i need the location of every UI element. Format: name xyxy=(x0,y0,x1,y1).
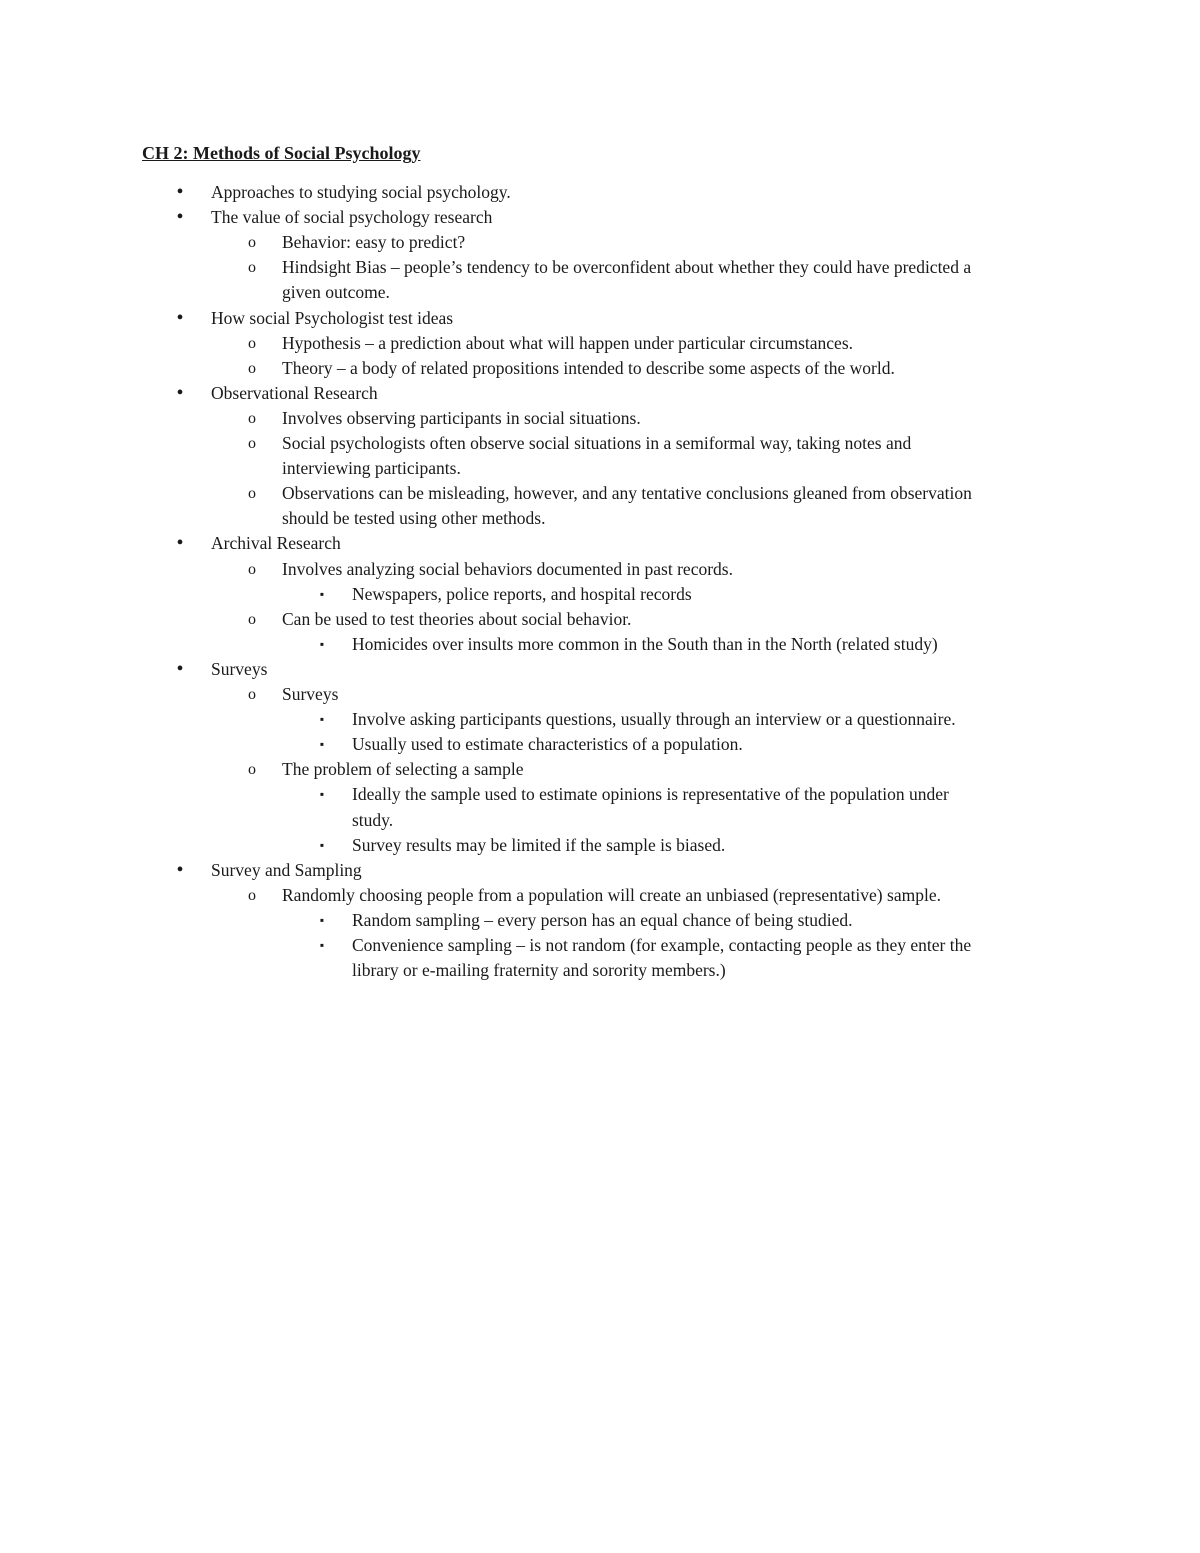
list-item-text: Surveys xyxy=(282,684,339,704)
list-bullet-icon: • xyxy=(176,206,184,228)
list-item-text: Survey and Sampling xyxy=(211,860,362,880)
list-bullet-icon: ▪ xyxy=(319,787,325,801)
list-item-text: Approaches to studying social psychology. xyxy=(211,182,511,202)
list-item-text: Involves analyzing social behaviors documented in past records. xyxy=(282,559,733,579)
list-bullet-icon: o xyxy=(248,410,256,427)
list-bullet-icon: • xyxy=(176,382,184,404)
list-item-text: should be tested using other methods. xyxy=(282,508,546,528)
list-item-text: The problem of selecting a sample xyxy=(282,759,524,779)
list-item-text: given outcome. xyxy=(282,282,390,302)
list-item-text: Involves observing participants in social situations. xyxy=(282,408,641,428)
list-item-text: Archival Research xyxy=(211,533,341,553)
list-bullet-icon: ▪ xyxy=(319,587,325,601)
list-bullet-icon: ▪ xyxy=(319,938,325,952)
list-bullet-icon: • xyxy=(176,532,184,554)
list-bullet-icon: o xyxy=(248,561,256,578)
list-item-text: Observations can be misleading, however, and any tentative conclusions gleaned from observation xyxy=(282,483,972,503)
list-bullet-icon: • xyxy=(176,307,184,329)
list-item-text: Social psychologists often observe social situations in a semiformal way, taking notes and xyxy=(282,433,912,453)
list-item-text: Hindsight Bias – people’s tendency to be overconfident about whether they could have predicted a xyxy=(282,257,972,277)
list-bullet-icon: o xyxy=(248,360,256,377)
list-bullet-icon: o xyxy=(248,335,256,352)
list-bullet-icon: o xyxy=(248,761,256,778)
list-item-text: study. xyxy=(352,810,394,830)
list-bullet-icon: • xyxy=(176,859,184,881)
list-item-text: Surveys xyxy=(211,659,268,679)
list-bullet-icon: o xyxy=(248,686,256,703)
list-bullet-icon: • xyxy=(176,658,184,680)
list-item-text: The value of social psychology research xyxy=(211,207,493,227)
list-bullet-icon: o xyxy=(248,485,256,502)
list-item-text: Usually used to estimate characteristics of a population. xyxy=(352,734,743,754)
list-item-text: Homicides over insults more common in the South than in the North (related study) xyxy=(352,634,938,654)
list-item-text: Newspapers, police reports, and hospital records xyxy=(352,584,692,604)
list-item-text: interviewing participants. xyxy=(282,458,461,478)
list-item-text: Ideally the sample used to estimate opinions is representative of the population under xyxy=(352,784,949,804)
list-item-text: Hypothesis – a prediction about what will happen under particular circumstances. xyxy=(282,333,854,353)
list-bullet-icon: ▪ xyxy=(319,712,325,726)
list-item-text: Survey results may be limited if the sample is biased. xyxy=(352,835,726,855)
list-item-text: How social Psychologist test ideas xyxy=(211,308,454,328)
document-title: CH 2: Methods of Social Psychology xyxy=(142,143,421,163)
list-bullet-icon: ▪ xyxy=(319,913,325,927)
list-item-text: Behavior: easy to predict? xyxy=(282,232,466,252)
list-item-text: Convenience sampling – is not random (for example, contacting people as they enter the xyxy=(352,935,972,955)
list-bullet-icon: o xyxy=(248,611,256,628)
list-bullet-icon: ▪ xyxy=(319,737,325,751)
list-bullet-icon: o xyxy=(248,259,256,276)
list-item-text: Can be used to test theories about social behavior. xyxy=(282,609,632,629)
list-bullet-icon: ▪ xyxy=(319,838,325,852)
list-item-text: Theory – a body of related propositions intended to describe some aspects of the world. xyxy=(282,358,895,378)
list-item-text: Randomly choosing people from a population will create an unbiased (representative) sample. xyxy=(282,885,941,905)
list-bullet-icon: o xyxy=(248,435,256,452)
list-bullet-icon: o xyxy=(248,887,256,904)
list-item-text: Observational Research xyxy=(211,383,378,403)
list-bullet-icon: ▪ xyxy=(319,637,325,651)
list-item-text: Involve asking participants questions, usually through an interview or a questionnaire. xyxy=(352,709,956,729)
list-item-text: library or e-mailing fraternity and sorority members.) xyxy=(352,960,726,980)
list-item-text: Random sampling – every person has an equal chance of being studied. xyxy=(352,910,853,930)
list-bullet-icon: o xyxy=(248,234,256,251)
list-bullet-icon: • xyxy=(176,181,184,203)
